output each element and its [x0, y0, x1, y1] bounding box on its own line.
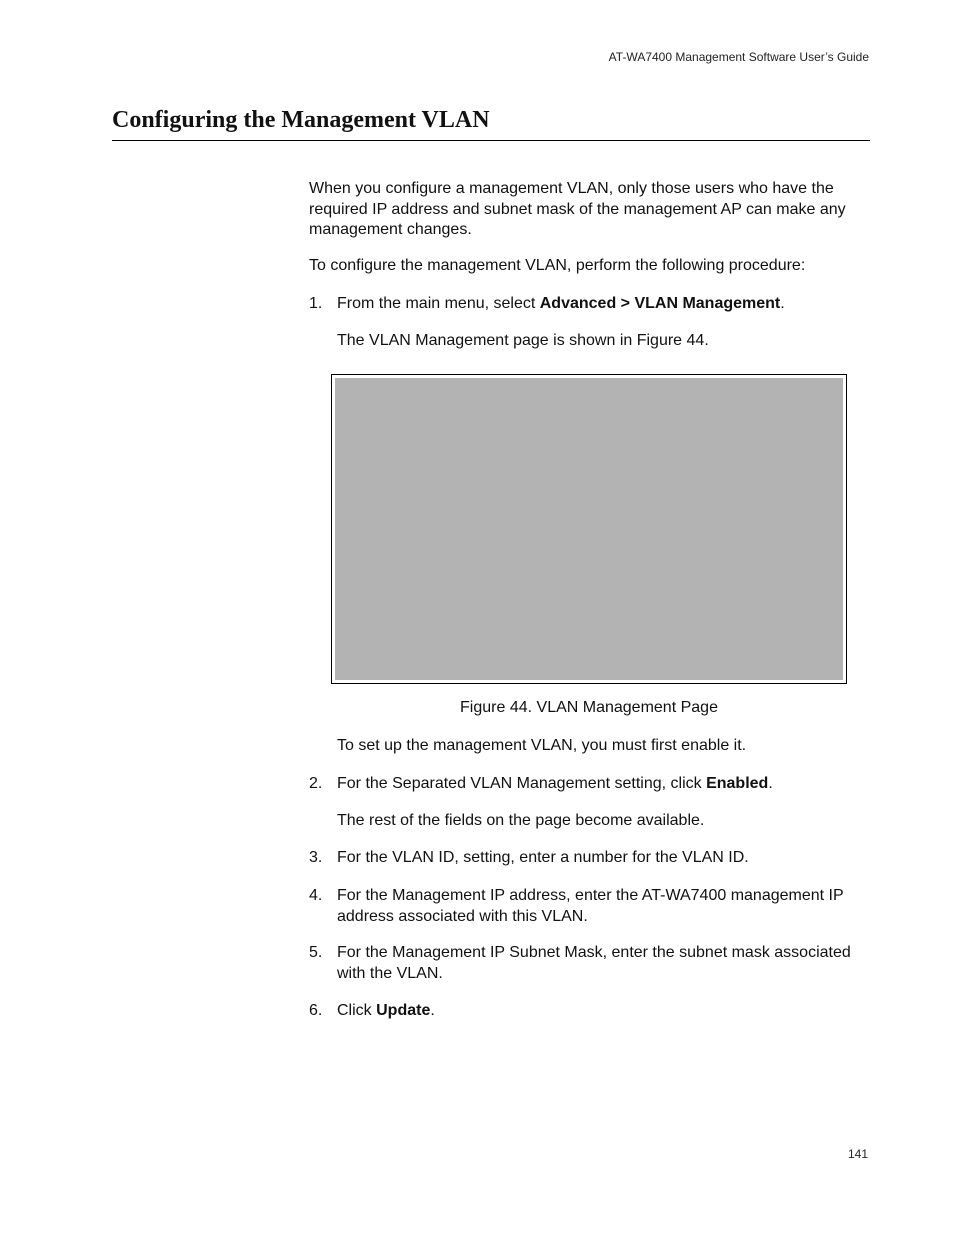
procedure-intro: To configure the management VLAN, perform the following procedure:: [309, 257, 806, 274]
intro-paragraph: When you configure a management VLAN, only those users who have the required IP address and subnet mask of the management AP can make any management changes.: [309, 180, 846, 238]
step-number: 2.: [309, 775, 323, 792]
step-number: 6.: [309, 1002, 323, 1019]
figure-note: To set up the management VLAN, you must first enable it.: [337, 737, 747, 754]
step-text: For the VLAN ID, setting, enter a number for the VLAN ID.: [337, 849, 749, 866]
section-title: Configuring the Management VLAN: [112, 107, 490, 133]
title-rule: [112, 140, 870, 141]
figure-caption: Figure 44. VLAN Management Page: [460, 699, 718, 716]
running-header: AT-WA7400 Management Software User’s Guide: [608, 50, 869, 64]
step-text: Click Update.: [337, 1002, 435, 1019]
step-1-note: The VLAN Management page is shown in Figure 44.: [337, 332, 709, 349]
step-number: 3.: [309, 849, 323, 866]
figure-image-placeholder: [335, 378, 843, 680]
step-text: For the Management IP address, enter the AT-WA7400 management IP address associated with this VLAN.: [337, 887, 844, 925]
step-number: 1.: [309, 295, 323, 312]
step-text: For the Separated VLAN Management setting, click Enabled.: [337, 775, 773, 792]
option-label: Enabled: [706, 775, 769, 792]
step-number: 4.: [309, 887, 323, 904]
page-number: 141: [847, 1147, 868, 1161]
menu-path: Advanced > VLAN Management: [539, 295, 781, 312]
step-number: 5.: [309, 944, 323, 961]
figure-frame: [331, 374, 847, 684]
step-text: From the main menu, select Advanced > VLAN Management.: [337, 295, 785, 312]
step-2-note: The rest of the fields on the page become available.: [337, 812, 705, 829]
step-text: For the Management IP Subnet Mask, enter the subnet mask associated with the VLAN.: [337, 944, 851, 982]
button-name: Update: [376, 1002, 431, 1019]
